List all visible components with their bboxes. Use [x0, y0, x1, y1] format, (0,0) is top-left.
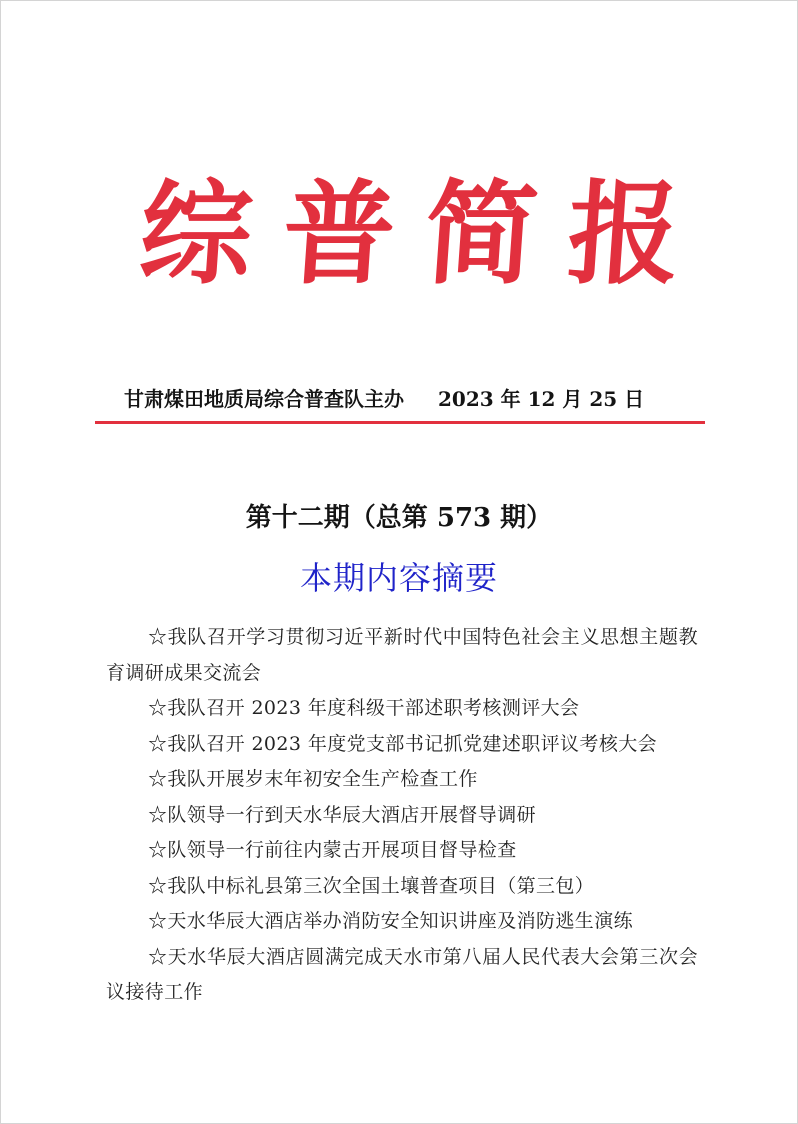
summary-item: ☆天水华辰大酒店圆满完成天水市第八届人民代表大会第三次会议接待工作 [106, 945, 698, 1003]
summary-item: ☆天水华辰大酒店举办消防安全知识讲座及消防逃生演练 [148, 910, 634, 932]
issue-title: 第十二期（总第 573 期） [245, 503, 553, 533]
summary-item: ☆我队召开 2023 年度党支部书记抓党建述职评议考核大会 [148, 732, 658, 755]
summary-items-list [106, 620, 698, 1011]
masthead-char-2: 普 [278, 169, 400, 300]
summary-item: ☆我队召开 2023 年度科级干部述职考核测评大会 [148, 697, 580, 719]
summary-item: ☆我队中标礼县第三次全国土壤普查项目（第三包） [148, 874, 595, 897]
publication-date: 2023 年 12 月 25 日 [438, 387, 645, 411]
summary-title: 本期内容摘要 [299, 559, 498, 597]
summary-item: ☆我队开展岁末年初安全生产检查工作 [148, 768, 478, 790]
publisher-line [124, 383, 684, 412]
masthead-char-1: 综 [135, 169, 257, 300]
masthead-title [135, 160, 685, 310]
publisher-organizer: 甘肃煤田地质局综合普查队主办 [124, 387, 404, 411]
summary-item: ☆队领导一行前往内蒙古开展项目督导检查 [148, 839, 517, 861]
red-divider-line [95, 421, 705, 424]
summary-item: ☆队领导一行到天水华辰大酒店开展督导调研 [148, 803, 537, 826]
masthead-char-4: 报 [563, 169, 685, 300]
summary-item: ☆我队召开学习贯彻习近平新时代中国特色社会主义思想主题教育调研成果交流会 [106, 626, 698, 684]
masthead-char-3: 简 [420, 169, 542, 300]
